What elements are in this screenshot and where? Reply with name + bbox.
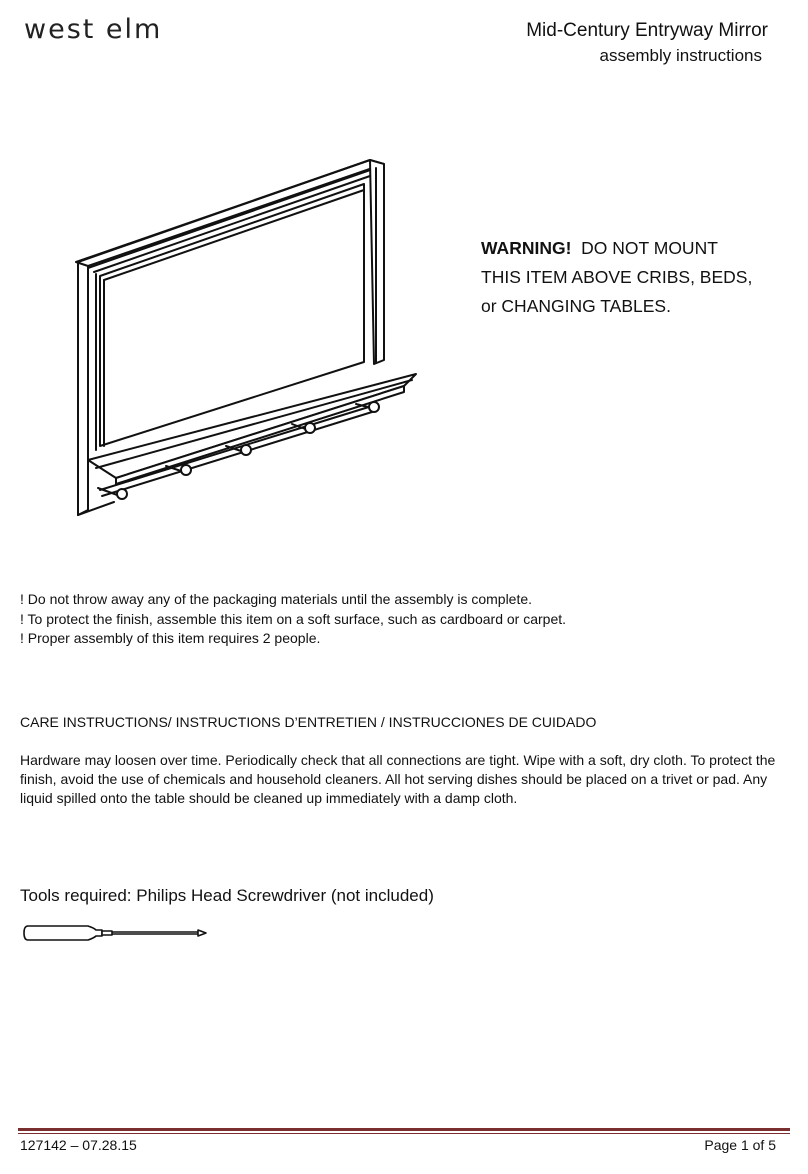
note-item: ! To protect the finish, assemble this item on a soft surface, such as cardboard or carpet. — [20, 610, 567, 627]
warning-line-3: or CHANGING TABLES. — [481, 296, 671, 316]
footer-rule-thin — [18, 1133, 790, 1134]
screwdriver-icon — [22, 918, 212, 948]
note-item: ! Proper assembly of this item requires 2 people. — [20, 630, 321, 646]
care-title: CARE INSTRUCTIONS/ INSTRUCTIONS D’ENTRETIEN / INSTRUCCIONES DE CUIDADO — [20, 714, 597, 730]
notes-list — [20, 590, 790, 649]
brand-logo: west elm — [24, 14, 163, 45]
note-item: ! Do not throw away any of the packaging materials until the assembly is complete. — [20, 591, 533, 607]
document-code: 127142 – 07.28.15 — [20, 1137, 137, 1153]
tools-required: Tools required: Philips Head Screwdriver (not included) — [20, 886, 434, 905]
warning-block — [481, 234, 781, 321]
footer-rule — [18, 1128, 790, 1131]
care-body: Hardware may loosen over time. Periodically check that all connections are tight. Wipe with a soft, dry cloth. To protect the finish, avoid the use of chemicals and household cleaners. All hot serving dishes should be placed on a trivet or pad. Any liquid spilled onto the table should be cleaned up immediately with a damp cloth. — [20, 752, 776, 806]
mirror-illustration — [60, 150, 430, 530]
document-subtitle: assembly instructions — [599, 46, 762, 65]
document-title: Mid-Century Entryway Mirror — [526, 20, 768, 41]
page-number: Page 1 of 5 — [704, 1137, 776, 1153]
warning-line-1: DO NOT MOUNT — [581, 238, 718, 258]
warning-label: WARNING! — [481, 238, 572, 258]
warning-line-2: THIS ITEM ABOVE CRIBS, BEDS, — [481, 267, 753, 287]
